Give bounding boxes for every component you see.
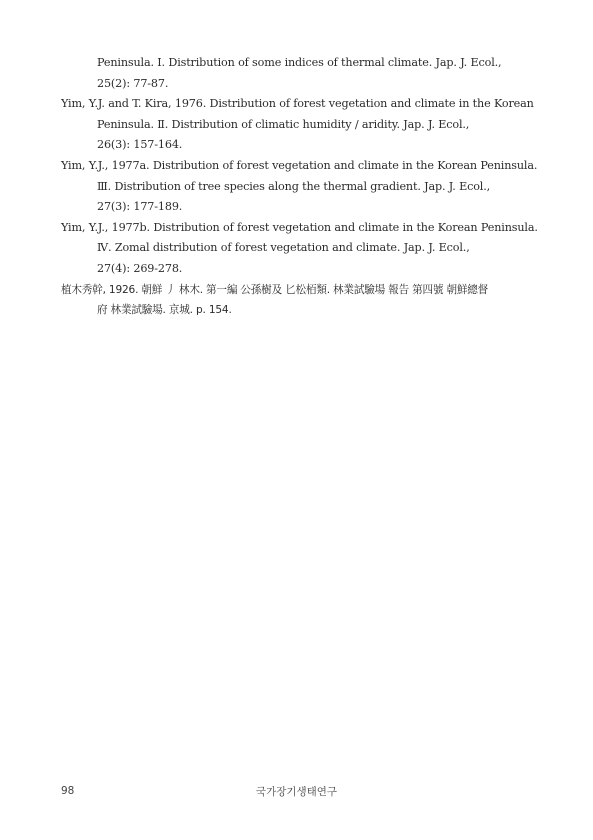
running-title: 국가장기생태연구: [255, 786, 338, 798]
reference-line: 植木秀幹, 1926. 朝鮮 丿 林木. 第一編 公孫樹及 匕松栢類. 林業試驗場 報告 第四號 朝鮮總督: [61, 283, 489, 296]
reference-line: Yim, Y.J. and T. Kira, 1976. Distribution of forest vegetation and climate in the Korean: [61, 97, 534, 111]
reference-line: Peninsula. Ⅱ. Distribution of climatic humidity / aridity. Jap. J. Ecol.,: [97, 117, 470, 131]
reference-entry-1: [61, 53, 521, 94]
reference-line: Ⅳ. Zomal distribution of forest vegetation and climate. Jap. J. Ecol.,: [97, 241, 470, 255]
reference-entry-5: [61, 280, 521, 321]
reference-line: 27(3): 177-189.: [97, 200, 183, 214]
reference-line: 府 林業試驗場. 京城. p. 154.: [97, 304, 232, 317]
reference-list: [61, 53, 538, 321]
reference-line: 25(2): 77-87.: [97, 76, 169, 90]
reference-line: Yim, Y.J., 1977a. Distribution of forest vegetation and climate in the Korean Peninsula.: [61, 158, 538, 172]
reference-line: 26(3): 157-164.: [97, 138, 183, 152]
reference-line: 27(4): 269-278.: [97, 261, 183, 275]
reference-line: Peninsula. Ⅰ. Distribution of some indices of thermal climate. Jap. J. Ecol.,: [97, 56, 502, 69]
reference-line: Ⅲ. Distribution of tree species along the thermal gradient. Jap. J. Ecol.,: [97, 179, 491, 193]
reference-line: Yim, Y.J., 1977b. Distribution of forest vegetation and climate in the Korean Peninsula.: [61, 220, 538, 234]
reference-entry-4: [61, 218, 538, 280]
page-number: 98: [61, 785, 75, 797]
reference-entry-3: [61, 156, 538, 218]
reference-entry-2: [61, 94, 534, 156]
